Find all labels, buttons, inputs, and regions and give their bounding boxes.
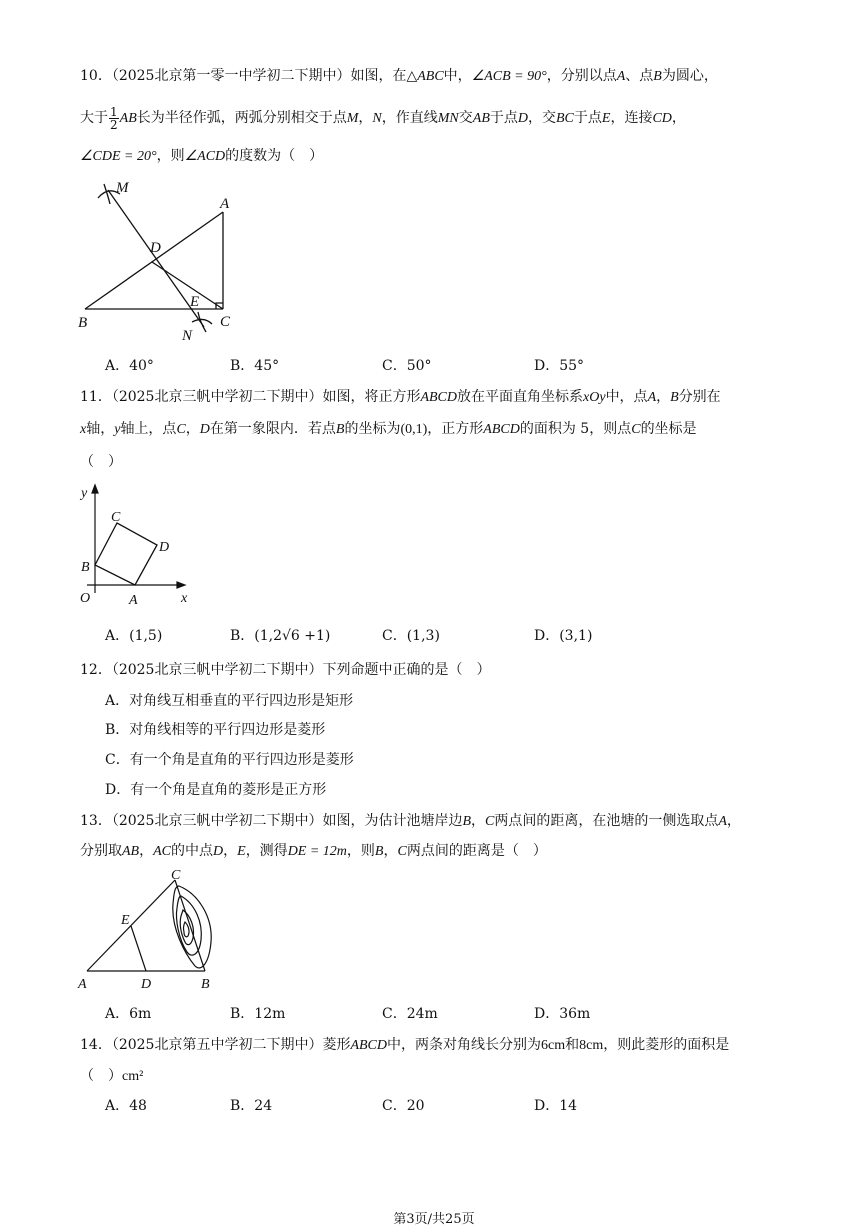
label-b: B [201, 977, 210, 992]
label-m: M [116, 180, 129, 196]
q14-line-2: （ ）cm² [80, 1068, 144, 1084]
label-n: N [182, 328, 193, 344]
q11-figure [75, 483, 205, 613]
q10-line-3: ∠CDE = 20°，则∠ACD的度数为（ ） [80, 148, 324, 164]
segment-ba [85, 212, 223, 309]
page-number: 第3页/共25页 [393, 1212, 475, 1227]
q14-option-b[interactable]: B．24 [230, 1098, 273, 1114]
arc-n-2 [198, 312, 206, 332]
label-o: O [80, 591, 91, 606]
q14-option-d[interactable]: D．14 [534, 1098, 578, 1114]
label-c: C [171, 868, 181, 883]
q10-line-1: 10．（2025北京第一零一中学初二下期中）如图，在△ABC中，∠ACB = 90°，分别以点A、点B为圆心， [80, 68, 718, 84]
q13-option-a[interactable]: A．6m [105, 1006, 152, 1022]
pond-contour-3 [184, 922, 189, 937]
q14-line-1: 14．（2025北京第五中学初二下期中）菱形ABCD中，两条对角线长分别为6cm和8cm，则此菱形的面积是 [80, 1037, 730, 1053]
arc-m-2 [104, 184, 110, 204]
q11-line-1: 11．（2025北京三帆中学初二下期中）如图，将正方形ABCD放在平面直角坐标系xOy中，点A，B分别在 [80, 389, 721, 405]
segment-ed [131, 926, 146, 971]
label-x: x [181, 591, 188, 606]
x-axis-arrow [177, 582, 185, 588]
q14-option-a[interactable]: A．48 [105, 1098, 147, 1114]
q13-option-b[interactable]: B．12m [230, 1006, 286, 1022]
q13-line-2: 分别取AB，AC的中点D，E，测得DE = 12m，则B，C两点间的距离是（ ） [80, 843, 547, 859]
label-b: B [81, 560, 90, 575]
q11-option-a[interactable]: A．(1,5) [105, 628, 163, 644]
q10-option-d[interactable]: D．55° [534, 358, 585, 374]
q10-line-2: 大于 $\frac{1}{2}$ AB长为半径作弧，两弧分别相交于点M，N，作直线MN交AB于点D，交BC于点E，连接CD， [80, 104, 686, 132]
label-e: E [190, 294, 200, 310]
q11-line-2: x轴，y轴上，点C，D在第一象限内．若点B的坐标为(0,1)，正方形ABCD的面积为 5，则点C的坐标是 [80, 421, 697, 437]
q12-option-d[interactable]: D．有一个角是直角的菱形是正方形 [105, 782, 327, 798]
label-a: A [78, 977, 87, 992]
q10-option-b[interactable]: B．45° [230, 358, 280, 374]
q13-option-c[interactable]: C．24m [382, 1006, 438, 1022]
q13-line-1: 13．（2025北京三帆中学初二下期中）如图，为估计池塘岸边B，C两点间的距离，在池塘的一侧选取点A， [80, 813, 741, 829]
label-b: B [78, 315, 88, 331]
q12-stem: 12．（2025北京三帆中学初二下期中）下列命题中正确的是（ ） [80, 662, 491, 678]
q10-option-a[interactable]: A．40° [105, 358, 154, 374]
label-d: D [141, 977, 152, 992]
q11-option-c[interactable]: C．(1,3) [382, 628, 440, 644]
label-y: y [81, 486, 88, 501]
q11-line-3: （ ） [80, 454, 122, 470]
q10-option-c[interactable]: C．50° [382, 358, 432, 374]
q12-option-a[interactable]: A．对角线互相垂直的平行四边形是矩形 [105, 693, 354, 709]
q12-option-c[interactable]: C．有一个角是直角的平行四边形是菱形 [105, 752, 354, 768]
q13-figure [75, 868, 235, 993]
q13-option-d[interactable]: D．36m [534, 1006, 591, 1022]
y-axis-arrow [92, 485, 98, 493]
q11-option-b[interactable]: B．(1,2√6 +1) [230, 628, 331, 644]
label-d: D [150, 240, 161, 256]
label-e: E [121, 913, 130, 928]
q12-option-b[interactable]: B．对角线相等的平行四边形是菱形 [105, 722, 326, 738]
q11-option-d[interactable]: D．(3,1) [534, 628, 593, 644]
label-a: A [220, 196, 230, 212]
label-c: C [220, 314, 231, 330]
q14-option-c[interactable]: C．20 [382, 1098, 425, 1114]
segment-ac [87, 880, 175, 971]
fraction-one-half: $\frac{1}{2}$ [110, 104, 118, 132]
square-abcd [95, 523, 157, 585]
label-c: C [111, 510, 121, 525]
q10-figure [70, 172, 250, 342]
label-d: D [159, 540, 170, 555]
label-a: A [129, 593, 138, 608]
